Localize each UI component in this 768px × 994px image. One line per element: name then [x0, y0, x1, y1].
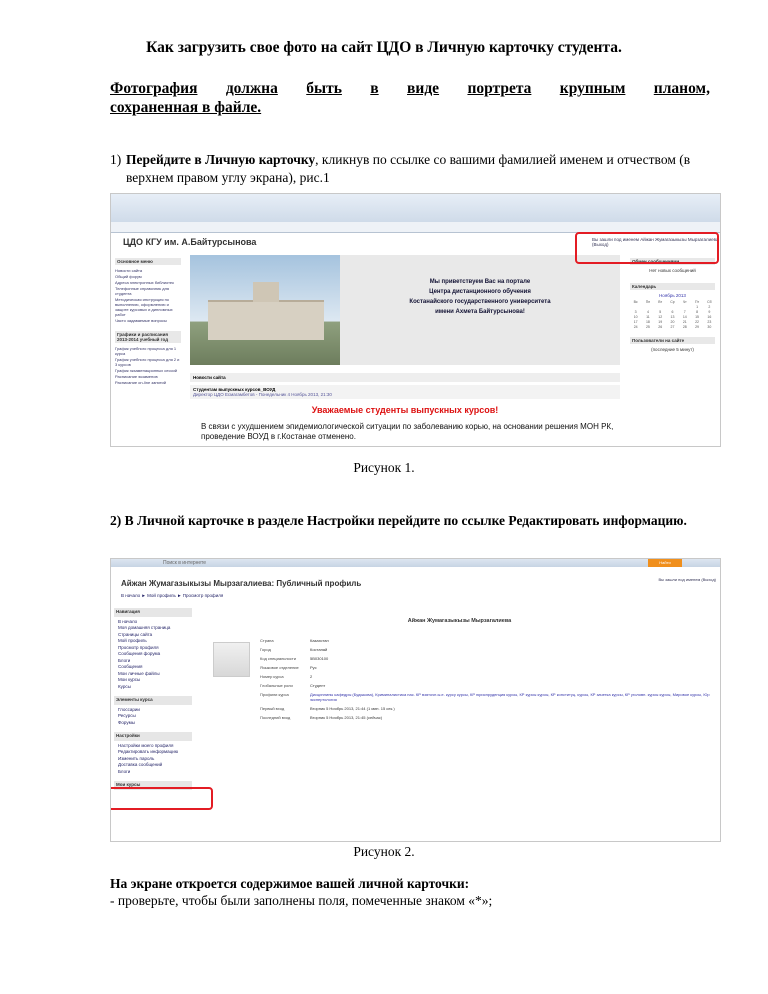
lead-line-1 [110, 79, 710, 98]
university-photo [190, 255, 340, 365]
course-elements-list [114, 707, 192, 727]
figure-1-caption: Рисунок 1. [353, 460, 415, 475]
profile-field-row [260, 656, 712, 661]
profile-page-header: Айжан Жумагазыкызы Мырзагалиева: Публичный профиль [121, 579, 362, 588]
profile-field-value: Вторник 5 Ноябрь 2013, 21:44 (1 мин. 15 сек.) [310, 706, 395, 711]
calendar-weekday: Вс [633, 300, 638, 304]
calendar-day[interactable]: 12 [658, 315, 663, 319]
calendar-day[interactable]: 20 [670, 320, 675, 324]
profile-field-value[interactable]: Дисциплины кафедры (Будыкова), Криминалистика нас. КР взяточн.ы.е. курсу курсы, КР юриспруденция курсы, КР курсы курсы, КР конституц. курсы, КР зачетка курсы, КР уголовн. курсы курсы, Мировое курсы, Юр экспертология [310, 692, 710, 702]
lead-word: портрета [467, 80, 532, 97]
course-element-item[interactable]: Форумы [118, 719, 135, 725]
navigation-item[interactable]: В начало [118, 618, 138, 624]
profile-main [203, 612, 716, 841]
calendar-day[interactable]: 21 [682, 320, 687, 324]
calendar-day[interactable]: 25 [645, 325, 650, 329]
final-paragraph [110, 875, 720, 909]
calendar-day[interactable]: 3 [634, 310, 637, 314]
settings-item[interactable]: Доставка сообщений [118, 762, 163, 767]
profile-field-row [260, 665, 712, 670]
calendar-day[interactable]: 13 [670, 315, 675, 319]
main-menu-block: Основное меню [115, 258, 181, 265]
profile-field-value: Казахстан [310, 638, 329, 643]
figure-2-caption: Рисунок 2. [353, 844, 415, 859]
profile-field-value: Студент [310, 683, 326, 688]
calendar-weekday: Сб [707, 300, 712, 304]
calendar-weekday: Пн [645, 300, 651, 304]
step-1-paragraph [110, 151, 714, 187]
calendar-day[interactable] [679, 305, 690, 309]
schedule-block: Графики и расписания 2013-2014 учебный год [115, 331, 181, 343]
lead-word: Фотография [110, 80, 198, 97]
schedule-item[interactable]: График учебного процесса для 1 курса [115, 346, 177, 356]
profile-field-row [260, 683, 712, 688]
calendar-day[interactable]: 19 [658, 320, 663, 324]
calendar-day[interactable]: 9 [708, 310, 711, 314]
profile-field-row [260, 706, 712, 711]
profile-field-value: Рус [310, 665, 317, 670]
news-post-title[interactable]: Студентам выпускных курсов_ВОУД [193, 387, 276, 392]
calendar-day[interactable] [630, 305, 641, 309]
calendar-day[interactable]: 17 [633, 320, 638, 324]
calendar-day[interactable]: 26 [658, 325, 663, 329]
calendar-day[interactable]: 11 [646, 315, 650, 319]
calendar-day[interactable]: 4 [646, 310, 649, 314]
navigation-item[interactable]: Сообщения [118, 664, 143, 669]
search-button[interactable]: Найти [648, 559, 682, 567]
main-menu-item[interactable]: Новости сайта [115, 268, 143, 273]
calendar-day[interactable]: 14 [682, 315, 687, 319]
profile-field-label: Город [260, 647, 271, 652]
navigation-item[interactable]: Сообщения форума [118, 651, 161, 656]
users-block: Пользователи на сайте [630, 337, 715, 344]
breadcrumb[interactable]: В начало ► Мой профиль ► Просмотр профиля [121, 593, 224, 598]
main-menu-item[interactable]: Телефонные справочник для студента [115, 286, 170, 296]
step-1-text: , кликнув по ссылке со вашими фамилией именем и отчеством (в верхнем правом углу экрана), рис.1 [126, 152, 691, 185]
calendar-day[interactable]: 27 [670, 325, 675, 329]
final-heading: На экране откроется содержимое вашей личной карточки: [110, 876, 470, 891]
final-item-1: - проверьте, чтобы были заполнены поля, помеченные знаком «*»; [110, 893, 493, 908]
profile-field-value: 5В030100 [310, 656, 329, 661]
course-element-item[interactable]: Ресурсы [118, 713, 136, 718]
highlight-box-username [575, 232, 719, 264]
calendar-day[interactable] [655, 305, 666, 309]
calendar-day[interactable]: 29 [695, 325, 700, 329]
main-menu-item[interactable]: Адреса электронных библиотек [115, 280, 174, 285]
settings-item[interactable]: Редактировать информацию [118, 749, 179, 754]
announcement-body: В связи с ухудшением эпидемиологической ситуации по заболеванию корью, на основании решения МОН РК, проведение ВОУД в г.Костанае отменено. [201, 422, 614, 441]
my-courses-block: Мои курсы [114, 781, 192, 790]
profile-field-row [260, 715, 712, 720]
calendar-day[interactable] [642, 305, 653, 309]
settings-block: Настройки [114, 732, 192, 741]
calendar-block: Календарь [630, 283, 715, 290]
calendar-day[interactable] [667, 305, 678, 309]
profile-field-row [260, 638, 712, 643]
navigation-item[interactable]: Мой профиль [118, 638, 147, 643]
calendar-weekday: Вт [658, 300, 663, 304]
calendar-weekday: Чт [682, 300, 687, 304]
figure-1-screenshot [110, 193, 721, 447]
news-block-title: Новости сайта [190, 373, 620, 382]
calendar-day[interactable]: 15 [695, 315, 700, 319]
center-column [185, 255, 625, 446]
step-1-bold: Перейдите в Личную карточку [126, 152, 316, 167]
course-elements-block: Элементы курса [114, 696, 192, 705]
calendar-day[interactable]: 30 [707, 325, 712, 329]
profile-field-label: Страна [260, 638, 274, 643]
lead-word: должна [225, 80, 278, 97]
left-menu [115, 255, 181, 386]
welcome-line: Центра дистанционного обучения [429, 289, 531, 295]
navigation-list [114, 619, 192, 691]
profile-field-label: Номер курса [260, 674, 284, 679]
calendar-day[interactable]: 18 [645, 320, 650, 324]
profile-fields [260, 638, 712, 724]
profile-field-value: Костанай [310, 647, 328, 652]
schedule-item[interactable]: Расписание экзаменов [115, 374, 158, 379]
calendar-day[interactable]: 22 [695, 320, 700, 324]
calendar-grid [630, 300, 715, 329]
lead-word: планом, [653, 80, 710, 97]
news-post[interactable] [190, 385, 620, 399]
calendar-day[interactable]: 2 [708, 305, 711, 309]
highlight-box-edit-info [110, 787, 213, 810]
user-avatar [213, 642, 250, 677]
profile-field-label: Профили курса [260, 692, 289, 697]
step-2-paragraph: 2) В Личной карточке в разделе Настройки перейдите по ссылке Редактировать информацию. [110, 513, 687, 528]
left-sidebar [114, 605, 192, 792]
calendar-day[interactable]: 6 [671, 310, 674, 314]
calendar-day[interactable]: 1 [696, 305, 699, 309]
navigation-item[interactable]: Мои личные файлы [118, 670, 160, 676]
hero-banner [190, 255, 620, 365]
document-title: Как загрузить свое фото на сайт ЦДО в Личную карточку студента. [146, 39, 622, 56]
settings-list [114, 743, 192, 776]
user-name-link[interactable]: Вы зашли под именем Айжан Жумагазыкызы Мырзагалиева (Выход) [592, 237, 719, 247]
lead-line-2: сохраненная в файле. [110, 99, 262, 116]
step-1-number: 1) [110, 152, 122, 167]
profile-field-value: 2 [310, 674, 313, 679]
welcome-line: имени Ахмета Байтурсынова! [435, 309, 525, 315]
announcement-heading: Уважаемые студенты выпускных курсов! [311, 405, 499, 415]
settings-item[interactable]: Настройки моего профиля [118, 742, 174, 748]
course-element-item[interactable]: Глоссарии [118, 706, 140, 712]
calendar-day[interactable]: 23 [707, 320, 712, 324]
main-menu-item[interactable]: Общий форум [115, 274, 142, 279]
navigation-item[interactable]: Курсы [118, 683, 131, 689]
calendar-day[interactable]: 10 [633, 315, 638, 319]
news-post-meta: Директор ЦДО Есмагамбетов - Понедельник 4 Ноябрь 2013, 21:30 [193, 392, 332, 397]
navigation-item[interactable]: Страницы сайта [118, 631, 153, 637]
calendar-day[interactable]: 7 [683, 310, 686, 314]
building-image [208, 300, 324, 340]
settings-item[interactable]: Изменить пароль [118, 755, 155, 761]
user-name-link[interactable]: Вы зашли под именем (Выход) [658, 577, 716, 582]
messages-block: Обмен сообщениями [630, 258, 715, 265]
main-menu-item[interactable]: Часто задаваемые вопросы [115, 318, 167, 323]
profile-name: Айжан Жумагазыкызы Мырзагалиева [407, 618, 512, 624]
lead-word: быть [306, 80, 342, 97]
calendar-day[interactable]: 5 [659, 310, 662, 314]
calendar-weekday: Пт [695, 300, 700, 304]
profile-field-row [260, 647, 712, 652]
main-menu-list [115, 268, 181, 323]
search-input[interactable]: Поиск в интернете [163, 560, 207, 566]
calendar-month[interactable]: Ноябрь 2013 [659, 293, 686, 298]
site-logo: ЦДО КГУ им. А.Байтурсынова [123, 237, 257, 247]
welcome-line: Костанайского государственного университета [409, 299, 551, 305]
browser-chrome [111, 194, 720, 222]
calendar-day[interactable]: 8 [696, 310, 699, 314]
settings-item[interactable]: Блоги [118, 768, 131, 774]
right-column [630, 255, 715, 352]
profile-field-row [260, 692, 712, 702]
welcome-text [340, 255, 620, 365]
calendar-weekday: Ср [670, 300, 675, 304]
calendar-day[interactable]: 28 [682, 325, 687, 329]
profile-field-row [260, 674, 712, 679]
profile-field-value: Вторник 5 Ноябрь 2013, 21:45 (сейчас) [310, 715, 383, 720]
lead-word: в [370, 80, 379, 97]
schedule-list [115, 346, 181, 385]
schedule-item[interactable]: Расписание on-line занятий [115, 380, 167, 385]
figure-2-screenshot [110, 558, 721, 842]
navigation-item[interactable]: Просмотр профиля [118, 644, 159, 650]
navigation-block: Навигация [114, 608, 192, 617]
navigation-item[interactable]: Мои курсы [118, 677, 141, 682]
browser-search-bar [111, 559, 720, 567]
schedule-item[interactable]: График учебного процесса для 2 и 3 курсов [115, 357, 180, 367]
schedule-item[interactable]: График экзаменационных сессий [115, 368, 177, 373]
users-note: (последние 5 минут) [651, 347, 694, 352]
profile-field-label: Последний вход [260, 715, 291, 720]
calendar-day[interactable]: 24 [633, 325, 638, 329]
lead-word: виде [407, 80, 440, 97]
calendar-day[interactable]: 16 [707, 315, 712, 319]
navigation-item[interactable]: Моя домашняя страница [118, 625, 171, 630]
navigation-item[interactable]: Блоги [118, 657, 131, 663]
profile-field-label: Код специальности [260, 656, 296, 661]
welcome-line: Мы приветствуем Вас на портале [429, 279, 531, 285]
site-page [111, 233, 720, 446]
lead-word: крупным [559, 80, 626, 97]
main-menu-item[interactable]: Методическая инструкция по выполнению, оформлению и защите курсовых и дипломных работ [115, 297, 173, 317]
profile-field-label: Первый вход [260, 706, 285, 711]
profile-field-label: Языковое отделение [260, 665, 299, 670]
lead-paragraph [110, 79, 710, 117]
profile-field-label: Глобальные роли [260, 683, 293, 688]
messages-text: Нет новых сообщений [649, 268, 696, 273]
